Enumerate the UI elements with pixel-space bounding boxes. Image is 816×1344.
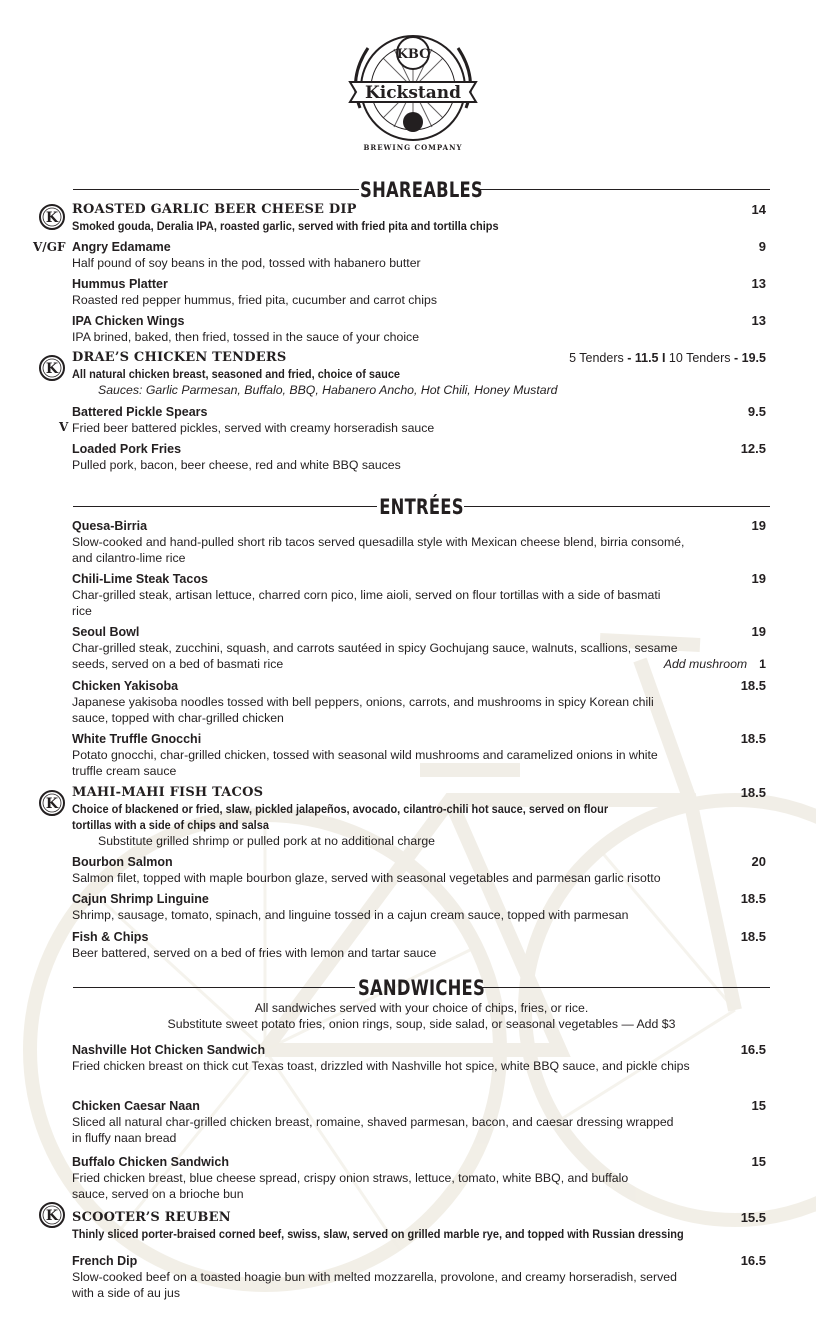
item-price: 15 (751, 1098, 766, 1113)
item-description: Slow-cooked beef on a toasted hoagie bun with melted mozzarella, provolone, and creamy horseradish, served with a side of au jus (72, 1270, 677, 1300)
item-description: Char-grilled steak, zucchini, squash, and carrots sautéed in spicy Gochujang sauce, walnuts, scallions, sesame seeds, served on a bed of basmati rice (72, 641, 678, 671)
item-description: Fried chicken breast on thick cut Texas toast, drizzled with Nashville hot spice, white BBQ sauce, and pickle chips (72, 1059, 690, 1073)
item-name: Fish & Chips (72, 930, 149, 944)
menu-item (72, 785, 766, 849)
item-price: 19 (751, 571, 766, 586)
menu-item (72, 441, 766, 473)
item-name: White Truffle Gnocchi (72, 732, 202, 746)
menu-item (72, 404, 766, 436)
item-name: SCOOTER’S REUBEN (72, 1210, 231, 1225)
menu-item (72, 202, 766, 234)
item-name: Quesa-Birria (72, 519, 148, 533)
item-description: Salmon filet, topped with maple bourbon glaze, served with seasonal vegetables and parmesan garlic risotto (72, 871, 661, 885)
diet-tag: V/GF (33, 240, 66, 254)
item-price: 16.5 (740, 1253, 766, 1268)
menu-item (72, 350, 766, 398)
item-name: Loaded Pork Fries (72, 442, 182, 456)
item-price: 18.5 (740, 785, 766, 800)
menu-item (72, 276, 766, 308)
item-name: ROASTED GARLIC BEER CHEESE DIP (72, 202, 357, 217)
item-price: 18.5 (740, 891, 766, 906)
item-name: Chicken Caesar Naan (72, 1099, 200, 1113)
item-description: Shrimp, sausage, tomato, spinach, and linguine tossed in a cajun cream sauce, topped with parmesan (72, 908, 629, 922)
item-name: Bourbon Salmon (72, 855, 173, 869)
kickstand-k-icon (38, 789, 66, 817)
item-price: 13 (751, 276, 766, 291)
item-name: Battered Pickle Spears (72, 405, 208, 419)
menu-item (72, 571, 766, 619)
item-description: Char-grilled steak, artisan lettuce, charred corn pico, lime aioli, served on flour tortillas with a side of basmati rice (72, 588, 661, 618)
svg-text:KBC: KBC (396, 47, 430, 62)
menu-item (72, 1098, 766, 1146)
item-price: 18.5 (740, 678, 766, 693)
menu-item (72, 1253, 766, 1301)
item-description: All natural chicken breast, seasoned and fried, choice of sauce (72, 367, 401, 381)
menu-item (72, 678, 766, 726)
svg-text:K: K (45, 210, 59, 226)
item-price: 19 (751, 518, 766, 533)
item-price: 18.5 (740, 731, 766, 746)
menu-item (72, 1154, 766, 1202)
item-description: Roasted red pepper hummus, fried pita, cucumber and carrot chips (72, 293, 437, 307)
kickstand-k-icon (38, 354, 66, 382)
item-description: IPA brined, baked, then fried, tossed in the sauce of your choice (72, 330, 420, 344)
item-price: 18.5 (740, 929, 766, 944)
kickstand-k-icon (38, 1201, 66, 1229)
item-description: Fried beer battered pickles, served with creamy horseradish sauce (72, 421, 435, 435)
item-description: Potato gnocchi, char-grilled chicken, tossed with seasonal wild mushrooms and caramelized onions in white truffle cream sauce (72, 748, 658, 778)
section-header-entrees (73, 495, 770, 519)
item-price: 16.5 (740, 1042, 766, 1057)
item-name: Buffalo Chicken Sandwich (72, 1155, 229, 1169)
item-price: 20 (751, 854, 766, 869)
item-price: 13 (751, 313, 766, 328)
kickstand-logo (338, 18, 488, 168)
item-name: Angry Edamame (72, 240, 171, 254)
add-on: Add mushroom 1 (663, 657, 766, 671)
svg-text:K: K (45, 796, 59, 812)
item-name: IPA Chicken Wings (72, 314, 185, 328)
sandwich-substitution-note: Substitute sweet potato fries, onion rings, soup, side salad, or seasonal vegetables — Add $3 (167, 1017, 676, 1031)
menu-item (72, 854, 766, 886)
item-name: French Dip (72, 1254, 138, 1268)
item-description: Choice of blackened or fried, slaw, pickled jalapeños, avocado, cilantro-chili hot sauce, served on flour tortillas with a side of chips and salsa (72, 802, 609, 832)
section-header-shareables (73, 178, 770, 202)
menu-item (72, 624, 766, 672)
item-description: Sliced all natural char-grilled chicken breast, romaine, shaved parmesan, bacon, and caesar dressing wrapped in fluffy naan bread (72, 1115, 674, 1145)
menu-item (72, 929, 766, 961)
item-price: 12.5 (740, 441, 766, 456)
item-description: Half pound of soy beans in the pod, tossed with habanero butter (72, 256, 421, 270)
menu-item (72, 239, 766, 271)
section-title: SHAREABLES (360, 178, 483, 202)
item-name: DRAE’S CHICKEN TENDERS (72, 350, 287, 365)
item-note: Substitute grilled shrimp or pulled pork at no additional charge (98, 834, 435, 848)
item-name: Seoul Bowl (72, 625, 140, 639)
item-name: Cajun Shrimp Linguine (72, 892, 209, 906)
sauce-options: Sauces: Garlic Parmesan, Buffalo, BBQ, Habanero Ancho, Hot Chili, Honey Mustard (98, 383, 558, 397)
item-name: Hummus Platter (72, 277, 168, 291)
svg-text:K: K (45, 361, 59, 377)
item-price: 19 (751, 624, 766, 639)
menu-item (72, 1210, 766, 1242)
menu-item (72, 731, 766, 779)
kickstand-k-icon (38, 203, 66, 231)
tender-prices: 5 Tenders - 11.5 I 10 Tenders - 19.5 (569, 351, 766, 365)
item-name: Chili-Lime Steak Tacos (72, 572, 208, 586)
section-header-sandwiches (73, 976, 770, 1000)
sandwich-sides-note: All sandwiches served with your choice of chips, fries, or rice. (254, 1001, 589, 1015)
menu-item (72, 518, 766, 566)
svg-text:BREWING COMPANY: BREWING COMPANY (363, 143, 463, 152)
diet-tag: V (59, 420, 69, 434)
svg-text:K: K (45, 1208, 59, 1224)
item-description: Pulled pork, bacon, beer cheese, red and white BBQ sauces (72, 458, 401, 472)
svg-text:Kickstand: Kickstand (364, 83, 462, 103)
item-description: Thinly sliced porter-braised corned beef, swiss, slaw, served on grilled marble rye, and topped with Russian dressing (72, 1227, 684, 1241)
item-name: Nashville Hot Chicken Sandwich (72, 1043, 266, 1057)
menu-item (72, 1042, 766, 1074)
item-description: Smoked gouda, Deralia IPA, roasted garlic, served with fried pita and tortilla chips (72, 219, 499, 233)
menu-item (72, 891, 766, 923)
item-price: 9 (758, 239, 766, 254)
item-description: Beer battered, served on a bed of fries with lemon and tartar sauce (72, 946, 437, 960)
section-title: SANDWICHES (357, 976, 485, 1000)
item-name: Chicken Yakisoba (72, 679, 179, 693)
item-description: Japanese yakisoba noodles tossed with bell peppers, onions, carrots, and mushrooms in spicy Korean chili sauce, topped with char-grilled chicken (72, 695, 654, 725)
item-price: 15 (751, 1154, 766, 1169)
item-price: 14 (751, 202, 766, 217)
item-description: Slow-cooked and hand-pulled short rib tacos served quesadilla style with Mexican cheese blend, birria consomé, and cilantro-lime rice (72, 535, 685, 565)
section-title: ENTRÉES (379, 495, 464, 519)
item-description: Fried chicken breast, blue cheese spread, crispy onion straws, lettuce, tomato, white BBQ, and buffalo sauce, served on a brioche bun (72, 1171, 629, 1201)
menu-item (72, 313, 766, 345)
item-price: 15.5 (740, 1210, 766, 1225)
item-price: 9.5 (747, 404, 766, 419)
item-name: MAHI-MAHI FISH TACOS (72, 785, 264, 800)
